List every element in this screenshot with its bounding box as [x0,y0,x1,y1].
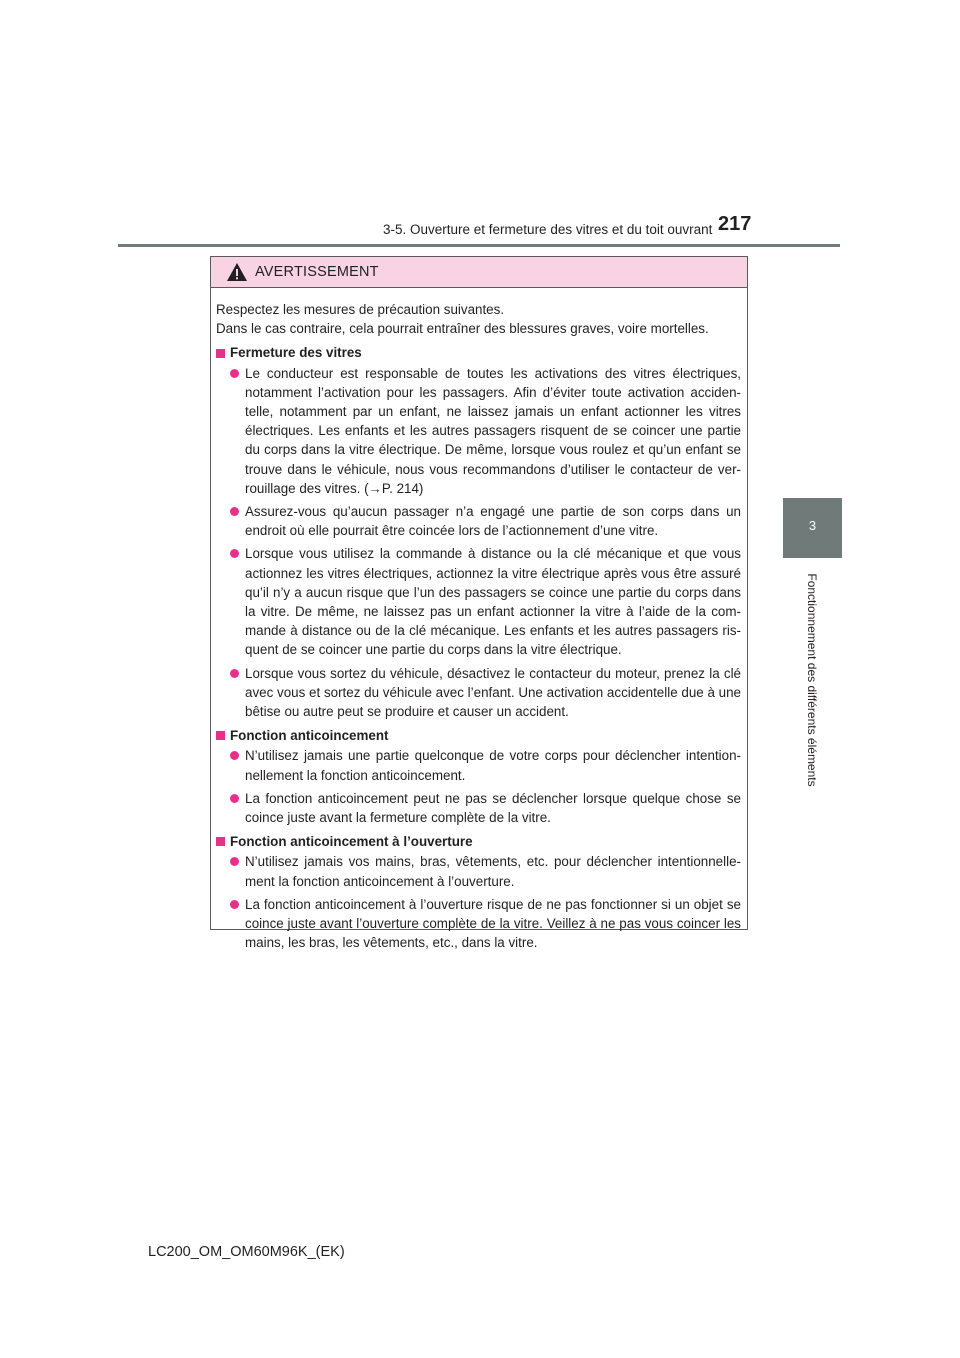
list-item-text: Le conducteur est responsable de toutes les activations des vitres électriques, notamment l’activation pour les passagers. Afin d’éviter toute activation acciden- telle, notamment par un enfant, ne laissez jamais un enfant actionner les vitres électriques. Les enfants et les autres passagers risquent de se coincer une partie du corps dans la vitre électrique. De même, lorsque vous roulez et qu’un enfant se trouve dans le véhicule, nous vous recommandons d’utiliser le contacteur de ver- rouillage des vitres. (→P. 214) [245,365,741,496]
chapter-tab[interactable] [783,498,842,558]
list-item [216,789,741,827]
list-item-text: N’utilisez jamais vos mains, bras, vêtements, etc. pour déclencher intentionnelle- ment la fonction anticoincement à l’ouverture. [245,854,741,889]
warning-title: AVERTISSEMENT [255,264,379,280]
chapter-label: Fonctionnement des différents éléments [805,573,819,787]
square-bullet-icon [216,731,225,740]
intro-line: Respectez les mesures de précaution suivantes. [216,302,505,317]
document-code: LC200_OM_OM60M96K_(EK) [148,1244,345,1260]
warning-box [210,256,748,951]
intro-line: Dans le cas contraire, cela pourrait entraîner des blessures graves, voire mortelles. [216,321,709,337]
section-title-text: Fonction anticoincement à l’ouverture [230,834,473,850]
list-item [216,746,741,784]
list-item [216,852,741,890]
list-item [216,544,741,659]
list-item-text: La fonction anticoincement à l’ouverture risque de ne pas fonctionner si un objet se coince juste avant l’ouverture complète de la vitre. Veillez à ne pas vous coincer les mains, les bras, les vêtements, etc., dans la vitre. [245,896,741,951]
warning-header [211,257,747,288]
list-item-text: Lorsque vous sortez du véhicule, désactivez le contacteur du moteur, prenez la clé avec vous et sortez du véhicule avec l’enfant. Une activation accidentelle due à une bêtise ou autre peut se produire et causer un accident. [245,665,741,720]
list-item-text: Assurez-vous qu’aucun passager n’a engagé une partie de son corps dans un endroit où elle pourrait être coincée lors de l’actionnement d’une vitre. [245,504,741,539]
list-item [216,502,741,540]
warning-body [211,288,747,953]
bullet-dot-icon [230,549,239,558]
bullet-dot-icon [230,900,239,909]
section-anti-pinch [216,726,741,827]
bullet-dot-icon [230,857,239,866]
bullet-dot-icon [230,369,239,378]
header-divider [118,244,840,247]
bullet-dot-icon [230,507,239,516]
section-title-text: Fonction anticoincement [230,728,389,744]
section-title [216,343,741,362]
warning-intro [216,300,741,338]
warning-triangle-icon [226,262,248,282]
section-heading: 3-5. Ouverture et fermeture des vitres et du toit ouvrant [383,222,713,237]
list-item [216,364,741,498]
chapter-number: 3 [808,518,817,533]
section-window-closing [216,343,741,721]
section-title-text: Fermeture des vitres [230,345,362,361]
list-item [216,895,741,953]
page-number: 217 [718,213,752,235]
square-bullet-icon [216,837,225,846]
list-item-text: La fonction anticoincement peut ne pas se déclencher lorsque quelque chose se coince juste avant la fermeture complète de la vitre. [245,790,741,826]
list-item [216,664,741,722]
list-item-text: N’utilisez jamais une partie quelconque de votre corps pour déclencher intention- nellement la fonction anticoincement. [245,748,741,783]
section-anti-pinch-opening [216,832,741,952]
square-bullet-icon [216,349,225,358]
bullet-dot-icon [230,669,239,678]
section-title [216,726,741,745]
list-item-text: Lorsque vous utilisez la commande à distance ou la clé mécanique et que vous actionnez les vitres électriques, actionnez la vitre électrique après vous être assuré qu’il n’y a aucun risque que l’un des passagers se coince une partie du corps dans la vitre. De même, ne laissez pas un enfant actionner la vitre à l’aide de la com- mande à distance ou de la clé mécanique. Les enfants et les autres passagers ris- quent de se coincer une partie du corps dans la vitre électrique. [245,546,741,658]
bullet-dot-icon [230,794,239,803]
section-title [216,832,741,851]
bullet-dot-icon [230,751,239,760]
